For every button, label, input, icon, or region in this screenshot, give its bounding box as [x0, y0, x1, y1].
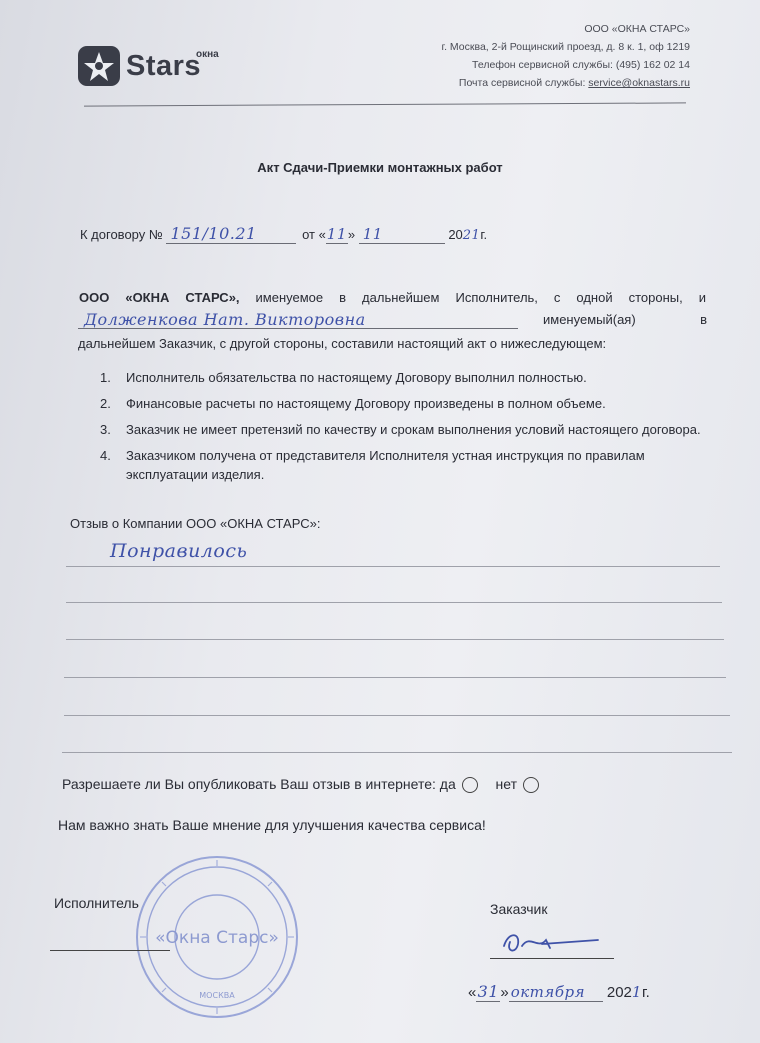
company-stamp: [132, 852, 302, 1022]
list-item: [100, 368, 720, 387]
review-line-3: [66, 639, 724, 640]
contract-prefix: К договору №: [80, 227, 163, 242]
email-label: Почта сервисной службы:: [458, 77, 586, 89]
date-open: «: [468, 984, 477, 1001]
publish-no-label: нет: [495, 776, 517, 792]
review-line-1: [66, 566, 720, 567]
customer-signature-line: [490, 958, 614, 959]
review-line-5: [64, 715, 730, 716]
list-item: [100, 446, 720, 484]
phone-label: Телефон сервисной службы:: [472, 59, 613, 71]
review-line-2: [66, 602, 722, 603]
contract-year-suffix: 21: [462, 228, 481, 243]
executor-label: Исполнитель: [54, 895, 139, 911]
company-phone-line: [442, 56, 690, 74]
in-word: в: [700, 312, 707, 327]
named-as: именуемый(ая): [543, 312, 636, 327]
contract-year: 20: [448, 227, 463, 242]
date-end: г.: [641, 984, 650, 1001]
date-year-suffix: 1: [631, 983, 642, 1001]
parties-line-1: [79, 290, 706, 305]
publish-question-row: [62, 776, 539, 793]
date-month: октября: [510, 983, 586, 1001]
items-list: [100, 368, 720, 491]
customer-signature: [498, 926, 608, 958]
contract-month: 11: [362, 225, 383, 243]
stamp-center-text: «Окна Старс»: [155, 928, 279, 948]
company-email-line: [442, 74, 690, 92]
logo-wordmark: Stars: [126, 50, 202, 82]
list-item-text: Заказчиком получена от представителя Исполнителя устная инструкция по правилам эксплуатации изделия.: [126, 448, 645, 482]
publish-no-radio[interactable]: [523, 777, 539, 793]
company-address: г. Москва, 2-й Рощинский проезд, д. 8 к. 1, оф 1219: [441, 41, 690, 53]
review-line-4: [64, 677, 726, 678]
date-close: »: [500, 984, 509, 1001]
signing-date: [468, 982, 650, 1002]
opinion-text: Нам важно знать Ваше мнение для улучшения качества сервиса!: [58, 817, 486, 833]
list-item-number: 3.: [100, 422, 111, 437]
review-line-6: [62, 752, 732, 753]
publish-question: Разрешаете ли Вы опубликовать Ваш отзыв в интернете: да: [62, 776, 456, 792]
header-divider: [84, 102, 686, 106]
email-link[interactable]: service@oknastars.ru: [588, 77, 690, 89]
logo-small-text: окна: [196, 49, 219, 60]
company-bold: ООО «ОКНА СТАРС»,: [79, 290, 240, 305]
parties-line-3: дальнейшем Заказчик, с другой стороны, составили настоящий акт о нижеследующем:: [78, 336, 607, 351]
company-logo: [76, 44, 226, 90]
list-item-text: Исполнитель обязательства по настоящему Договору выполнил полностью.: [126, 370, 587, 385]
phone-number: (495) 162 02 14: [615, 59, 690, 71]
list-item-number: 2.: [100, 396, 111, 411]
list-item-number: 1.: [100, 370, 111, 385]
contract-number: 151/10.21: [170, 224, 257, 243]
customer-label: Заказчик: [490, 901, 548, 917]
customer-name: Долженкова Нат. Викторовна: [84, 310, 366, 329]
list-item-text: Заказчик не имеет претензий по качеству и срокам выполнения условий настоящего договора.: [126, 422, 701, 437]
contract-from: от «: [302, 227, 326, 242]
contract-day: 11: [326, 225, 347, 243]
list-item: [100, 394, 720, 413]
publish-yes-radio[interactable]: [462, 777, 478, 793]
parties-line1-rest: именуемое в дальнейшем Исполнитель, с одной стороны, и: [255, 290, 706, 305]
review-text: Понравилось: [110, 540, 248, 562]
list-item-text: Финансовые расчеты по настоящему Договору произведены в полном объеме.: [126, 396, 606, 411]
contract-line: [80, 224, 487, 244]
contract-year-end: г.: [480, 227, 488, 242]
contract-mid: »: [347, 227, 356, 242]
company-info: [442, 20, 690, 92]
list-item-number: 4.: [100, 448, 111, 463]
date-day: 31: [477, 982, 500, 1001]
document-title: Акт Сдачи-Приемки монтажных работ: [257, 160, 503, 175]
date-year: 202: [606, 984, 632, 1001]
stamp-city-text: МОСКВА: [199, 991, 235, 1000]
review-label: Отзыв о Компании ООО «ОКНА СТАРС»:: [70, 516, 321, 531]
company-name: ООО «ОКНА СТАРС»: [584, 23, 690, 35]
executor-signature-line: [50, 950, 170, 951]
list-item: [100, 420, 720, 439]
stars-logo-icon: [76, 44, 122, 88]
